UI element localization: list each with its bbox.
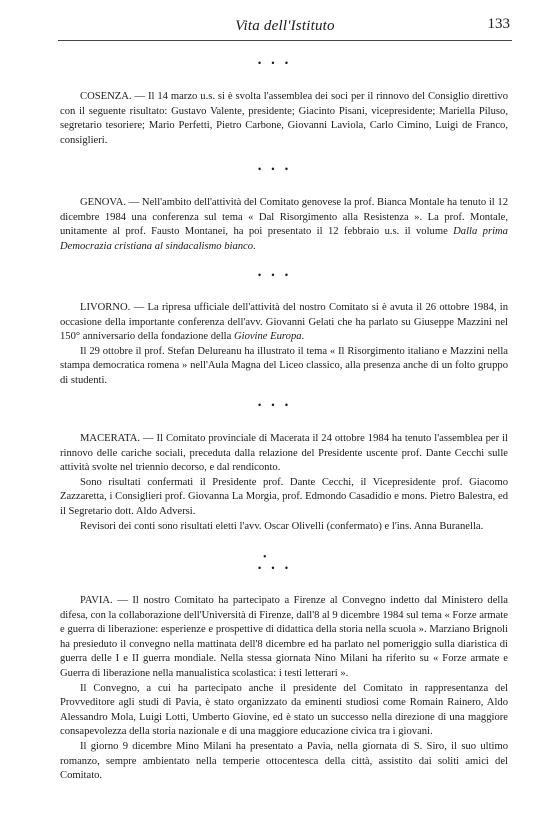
paragraph: Il giorno 9 dicembre Mino Milani ha presentato a Pavia, nella giornata di S. Siro, il suo ultimo romanzo, sempre ambientato nella temperie ottocentesca della città, assistito dai soliti amici del Comitato.: [60, 740, 508, 782]
paragraph: Revisori dei conti sono risultati eletti l'avv. Oscar Olivelli (confermato) e l'ins. Anna Buranella.: [80, 520, 484, 532]
running-title: Vita dell'Istituto: [235, 18, 335, 34]
section-separator: • • •: [258, 58, 292, 68]
paragraph: PAVIA. — Il nostro Comitato ha partecipato a Firenze al Convegno indetto dal Ministero della difesa, con la collaborazione dell'Università di Firenze, dall'8 al 9 dicembre 1984 sul tema « Forze armate e guerra di liberazione: esperienze e prospettive di didattica della storia nella scuola ». Marziano Brignoli ha presieduto il convegno nella mattinata dell'8 dicembre ed ha parlato nel pomeriggio sulla diaristica di guerra delle I e II guerra mondiale. Nella stessa giornata Nino Milani ha riferito su « Forze armate e Guerra di liberazione nella manualistica scolastica: i testi letterari ».: [60, 595, 509, 679]
section-pavia: [60, 594, 508, 784]
paragraph-text: LIVORNO. — La ripresa ufficiale dell'attività del nostro Comitato si è avuta il 26 ottobre 1984, in occasione della importante conferenza dell'avv. Giovanni Gelati che ha parlato su Giuseppe Mazzini nel 150° anniversario della fondazione della: [60, 302, 508, 343]
paragraph: COSENZA. — Il 14 marzo u.s. si è svolta l'assemblea dei soci per il rinnovo del Consiglio direttivo con il seguente risultato: Gustavo Valente, presidente; Giacinto Pisani, vicepresidente; Mariella Piluso, segretario tesoriere; Mario Perfetti, Pietro Carbone, Giovanni Laviola, Carlo Cimino, Luigi de Franco, consiglieri.: [60, 91, 508, 146]
section-cosenza: [60, 90, 508, 148]
paragraph: Il 29 ottobre il prof. Stefan Delureanu ha illustrato il tema « Il Risorgimento italiano e Mazzini nella stampa democratica romena » nell'Aula Magna del Liceo classico, alla presenza anche di un folto gruppo di studenti.: [60, 345, 508, 386]
paragraph: Il Convegno, a cui ha partecipato anche il presidente del Comitato in rappresentanza del Provveditore agli studi di Pavia, è stato organizzato da eminenti studiosi come Romain Rainero, Aldo Alessandro Mola, Luigi Lotti, Umberto Giovine, ed è stato un successo nella direzione di una maggiore consapevolezza della storia nazionale e di una maggiore educazione civica tra i giovani.: [60, 682, 508, 738]
page-header: [58, 14, 512, 41]
paragraph: [60, 301, 508, 345]
section-separator: • • •: [258, 400, 292, 410]
association-title: Giovine Europa: [233, 331, 302, 343]
paragraph-text: GENOVA. — Nell'ambito dell'attività del Comitato genovese la prof. Bianca Montale ha tenuto il 12 dicembre 1984 una conferenza sul tema « Dal Risorgimento alla Resistenza ». La prof. Montale, unitamente al prof. Fausto Montanei, ha poi presentato il 12 febbraio u.s. il volume: [60, 197, 508, 238]
paragraph: [60, 196, 508, 254]
section-separator: • • •: [258, 563, 292, 573]
paragraph-text: .: [253, 240, 256, 252]
section-separator: • • •: [258, 164, 292, 174]
stray-mark: •: [263, 552, 267, 563]
page-number: 133: [487, 16, 510, 32]
book-title: Dalla prima Democrazia cristiana al sindacalismo bianco: [60, 226, 508, 252]
section-livorno: [60, 301, 508, 389]
paragraph-text: .: [301, 331, 305, 343]
paragraph: Sono risultati confermati il Presidente prof. Dante Cecchi, il Vicepresidente prof. Giacomo Zazzaretta, i Consiglieri prof. Giovanna La Morgia, prof. Edmondo Casadidio e mons. Pietro Balestra, ed il Segretario dott. Aldo Adversi.: [60, 476, 508, 517]
paragraph: MACERATA. — Il Comitato provinciale di Macerata il 24 ottobre 1984 ha tenuto l'assemblea per il rinnovo delle cariche sociali, preceduta dalla relazione del Presidente uscente prof. Dante Cecchi sulle attività svolte nel triennio decorso, e dal rendiconto.: [60, 433, 508, 474]
section-macerata: [60, 432, 508, 534]
section-separator: • • •: [258, 270, 292, 280]
section-genova: [60, 196, 508, 254]
